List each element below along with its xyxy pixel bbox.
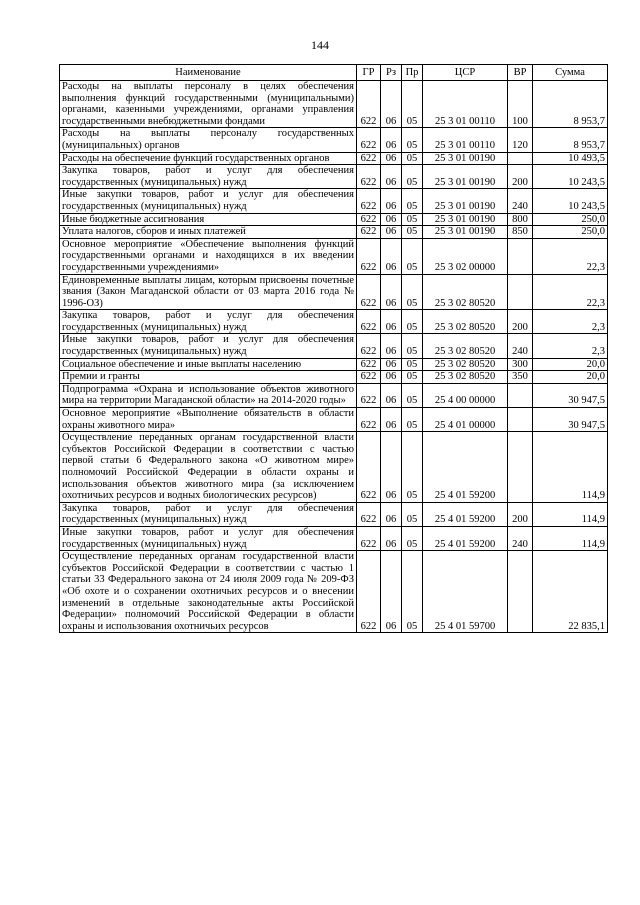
table-row (60, 526, 608, 550)
cell-rz: 06 (381, 526, 402, 550)
cell-pr: 05 (402, 165, 423, 189)
cell-csr: 25 3 02 80520 (423, 310, 508, 334)
cell-name: Премии и гранты (60, 371, 357, 384)
cell-name: Единовременные выплаты лицам, которым присвоены почетные звания (Закон Магаданской области от 03 марта 2016 года № 1996-ОЗ) (60, 274, 357, 310)
cell-gr: 622 (357, 152, 381, 165)
cell-vr: 300 (508, 358, 533, 371)
cell-sum: 114,9 (533, 432, 608, 503)
cell-name: Расходы на выплаты персоналу государственных (муниципальных) органов (60, 128, 357, 152)
cell-pr: 05 (402, 310, 423, 334)
cell-vr: 800 (508, 213, 533, 226)
cell-vr: 200 (508, 502, 533, 526)
cell-sum: 250,0 (533, 226, 608, 239)
cell-gr: 622 (357, 371, 381, 384)
cell-csr: 25 3 02 80520 (423, 358, 508, 371)
cell-sum: 22 835,1 (533, 551, 608, 633)
cell-pr: 05 (402, 238, 423, 274)
cell-rz: 06 (381, 226, 402, 239)
cell-name: Расходы на выплаты персоналу в целях обеспечения выполнения функций государственными (муниципальными) органами, казенными учреждениями, органами управления государственными внебюджетными фондами (60, 81, 357, 128)
cell-sum: 22,3 (533, 274, 608, 310)
cell-name: Подпрограмма «Охрана и использование объектов животного мира на территории Магаданской области» на 2014-2020 годы» (60, 383, 357, 407)
cell-gr: 622 (357, 358, 381, 371)
cell-sum: 8 953,7 (533, 128, 608, 152)
cell-pr: 05 (402, 189, 423, 213)
table-row (60, 358, 608, 371)
cell-pr: 05 (402, 408, 423, 432)
cell-name: Расходы на обеспечение функций государственных органов (60, 152, 357, 165)
cell-name: Закупка товаров, работ и услуг для обеспечения государственных (муниципальных) нужд (60, 165, 357, 189)
cell-csr: 25 3 01 00190 (423, 165, 508, 189)
cell-name: Закупка товаров, работ и услуг для обеспечения государственных (муниципальных) нужд (60, 502, 357, 526)
cell-sum: 30 947,5 (533, 408, 608, 432)
cell-rz: 06 (381, 128, 402, 152)
cell-csr: 25 4 01 59200 (423, 502, 508, 526)
cell-sum: 10 243,5 (533, 189, 608, 213)
header-pr: Пр (402, 65, 423, 81)
header-sum: Сумма (533, 65, 608, 81)
table-row (60, 189, 608, 213)
cell-rz: 06 (381, 334, 402, 358)
table-row (60, 165, 608, 189)
cell-sum: 20,0 (533, 371, 608, 384)
header-csr: ЦСР (423, 65, 508, 81)
cell-gr: 622 (357, 408, 381, 432)
cell-sum: 20,0 (533, 358, 608, 371)
cell-vr (508, 152, 533, 165)
cell-vr (508, 432, 533, 503)
cell-csr: 25 3 01 00110 (423, 81, 508, 128)
cell-vr: 350 (508, 371, 533, 384)
cell-rz: 06 (381, 383, 402, 407)
header-gr: ГР (357, 65, 381, 81)
cell-csr: 25 3 02 80520 (423, 334, 508, 358)
cell-gr: 622 (357, 383, 381, 407)
cell-csr: 25 4 01 59200 (423, 432, 508, 503)
table-row (60, 383, 608, 407)
cell-pr: 05 (402, 128, 423, 152)
table-row (60, 226, 608, 239)
table-row (60, 81, 608, 128)
table-row (60, 551, 608, 633)
cell-pr: 05 (402, 432, 423, 503)
cell-csr: 25 3 01 00190 (423, 189, 508, 213)
cell-csr: 25 3 02 80520 (423, 274, 508, 310)
cell-rz: 06 (381, 310, 402, 334)
cell-rz: 06 (381, 189, 402, 213)
cell-vr: 240 (508, 526, 533, 550)
cell-gr: 622 (357, 310, 381, 334)
cell-pr: 05 (402, 371, 423, 384)
cell-name: Уплата налогов, сборов и иных платежей (60, 226, 357, 239)
budget-table (59, 64, 608, 633)
table-row (60, 310, 608, 334)
cell-rz: 06 (381, 358, 402, 371)
cell-vr (508, 383, 533, 407)
cell-sum: 10 493,5 (533, 152, 608, 165)
cell-rz: 06 (381, 502, 402, 526)
cell-pr: 05 (402, 274, 423, 310)
cell-vr: 240 (508, 334, 533, 358)
table-row (60, 371, 608, 384)
cell-csr: 25 3 01 00190 (423, 226, 508, 239)
cell-name: Закупка товаров, работ и услуг для обеспечения государственных (муниципальных) нужд (60, 310, 357, 334)
cell-name: Иные закупки товаров, работ и услуг для обеспечения государственных (муниципальных) нужд (60, 189, 357, 213)
header-rz: Рз (381, 65, 402, 81)
table-row (60, 274, 608, 310)
cell-vr: 850 (508, 226, 533, 239)
table-body (60, 81, 608, 633)
cell-csr: 25 4 01 59200 (423, 526, 508, 550)
cell-rz: 06 (381, 238, 402, 274)
page-number: 144 (311, 38, 329, 52)
table-row (60, 408, 608, 432)
cell-rz: 06 (381, 213, 402, 226)
cell-gr: 622 (357, 128, 381, 152)
table-row (60, 334, 608, 358)
cell-sum: 2,3 (533, 334, 608, 358)
cell-sum: 2,3 (533, 310, 608, 334)
cell-gr: 622 (357, 226, 381, 239)
cell-rz: 06 (381, 551, 402, 633)
table-row (60, 238, 608, 274)
cell-name: Основное мероприятие «Выполнение обязательств в области охраны животного мира» (60, 408, 357, 432)
cell-csr: 25 3 01 00190 (423, 152, 508, 165)
cell-sum: 10 243,5 (533, 165, 608, 189)
cell-sum: 22,3 (533, 238, 608, 274)
cell-name: Осуществление переданных органам государственной власти субъектов Российской Федерации в соответствии с частью первой статьи 6 Федерального закона «О животном мире» полномочий Российской Федерации в области охраны и использования объектов животного мира (за исключением охотничьих ресурсов и водных биологических ресурсов) (60, 432, 357, 503)
table-header-row (60, 65, 608, 81)
cell-rz: 06 (381, 408, 402, 432)
cell-gr: 622 (357, 165, 381, 189)
cell-csr: 25 4 00 00000 (423, 383, 508, 407)
cell-vr (508, 274, 533, 310)
cell-name: Социальное обеспечение и иные выплаты населению (60, 358, 357, 371)
cell-pr: 05 (402, 334, 423, 358)
table-row (60, 502, 608, 526)
cell-rz: 06 (381, 371, 402, 384)
cell-sum: 114,9 (533, 502, 608, 526)
cell-vr (508, 551, 533, 633)
cell-pr: 05 (402, 358, 423, 371)
cell-vr: 200 (508, 310, 533, 334)
cell-gr: 622 (357, 81, 381, 128)
cell-gr: 622 (357, 526, 381, 550)
cell-vr: 100 (508, 81, 533, 128)
cell-pr: 05 (402, 383, 423, 407)
cell-sum: 30 947,5 (533, 383, 608, 407)
cell-rz: 06 (381, 81, 402, 128)
cell-gr: 622 (357, 238, 381, 274)
cell-vr: 240 (508, 189, 533, 213)
cell-vr: 200 (508, 165, 533, 189)
cell-pr: 05 (402, 213, 423, 226)
cell-gr: 622 (357, 432, 381, 503)
cell-rz: 06 (381, 152, 402, 165)
cell-sum: 114,9 (533, 526, 608, 550)
cell-name: Иные закупки товаров, работ и услуг для обеспечения государственных (муниципальных) нужд (60, 526, 357, 550)
cell-csr: 25 3 01 00190 (423, 213, 508, 226)
cell-name: Иные бюджетные ассигнования (60, 213, 357, 226)
cell-vr (508, 408, 533, 432)
table-row (60, 128, 608, 152)
cell-vr (508, 238, 533, 274)
cell-gr: 622 (357, 334, 381, 358)
header-vr: ВР (508, 65, 533, 81)
cell-pr: 05 (402, 551, 423, 633)
header-name: Наименование (60, 65, 357, 81)
cell-pr: 05 (402, 152, 423, 165)
table-row (60, 213, 608, 226)
cell-gr: 622 (357, 502, 381, 526)
cell-csr: 25 4 01 59700 (423, 551, 508, 633)
cell-name: Иные закупки товаров, работ и услуг для обеспечения государственных (муниципальных) нужд (60, 334, 357, 358)
cell-csr: 25 4 01 00000 (423, 408, 508, 432)
cell-csr: 25 3 02 80520 (423, 371, 508, 384)
cell-pr: 05 (402, 526, 423, 550)
cell-csr: 25 3 02 00000 (423, 238, 508, 274)
cell-gr: 622 (357, 213, 381, 226)
cell-sum: 250,0 (533, 213, 608, 226)
cell-name: Основное мероприятие «Обеспечение выполнения функций государственными органами и находящихся в их введении государственными учреждениями» (60, 238, 357, 274)
cell-rz: 06 (381, 432, 402, 503)
cell-vr: 120 (508, 128, 533, 152)
cell-name: Осуществление переданных органам государственной власти субъектов Российской Федерации в соответствии с частью 1 статьи 33 Федерального закона от 24 июля 2009 года № 209-ФЗ «Об охоте и о сохранении охотничьих ресурсов и о внесении изменений в отдельные законодательные акты Российской Федерации» полномочий Российской Федерации в области охраны и использования охотничьих ресурсов (60, 551, 357, 633)
table-row (60, 432, 608, 503)
cell-pr: 05 (402, 81, 423, 128)
cell-pr: 05 (402, 226, 423, 239)
cell-sum: 8 953,7 (533, 81, 608, 128)
cell-gr: 622 (357, 274, 381, 310)
cell-gr: 622 (357, 189, 381, 213)
table-row (60, 152, 608, 165)
cell-rz: 06 (381, 165, 402, 189)
cell-csr: 25 3 01 00110 (423, 128, 508, 152)
cell-pr: 05 (402, 502, 423, 526)
cell-gr: 622 (357, 551, 381, 633)
cell-rz: 06 (381, 274, 402, 310)
